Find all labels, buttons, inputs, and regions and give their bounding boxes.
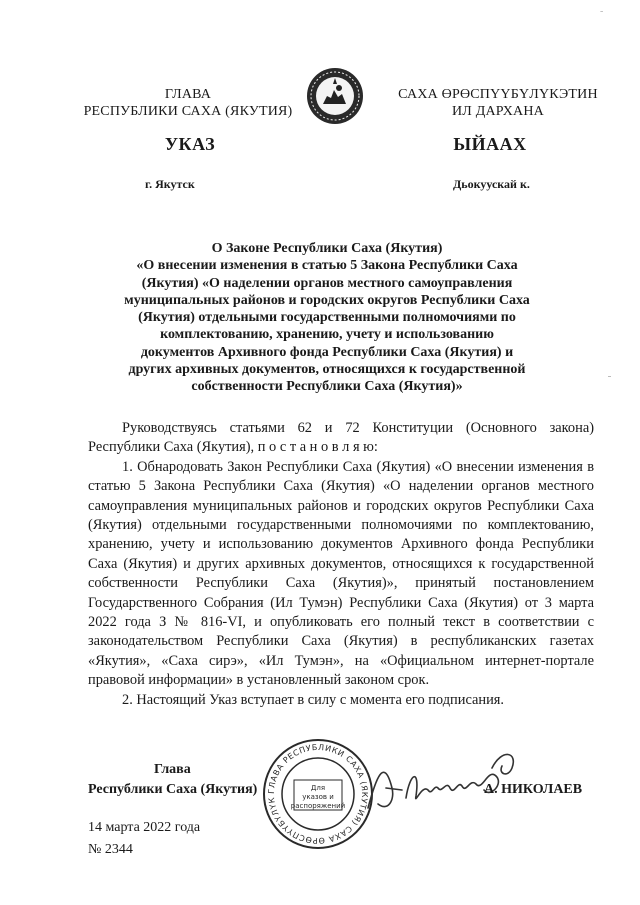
header-left-line2: РЕСПУБЛИКИ САХА (ЯКУТИЯ): [83, 104, 293, 119]
title-line: комплектованию, хранению, учету и использованию: [160, 327, 494, 343]
official-stamp: [262, 738, 374, 850]
signatory-title-line1: Глава: [154, 762, 191, 777]
coat-of-arms-emblem: [305, 66, 365, 126]
stamp-center-line3: распоряжений: [290, 802, 346, 810]
signatory-title-line2: Республики Саха (Якутия): [88, 782, 258, 797]
title-line: документов Архивного фонда Республики Саха (Якутия) и: [140, 344, 514, 360]
stamp-center-line2: указов и: [302, 793, 334, 801]
title-line: «О внесении изменения в статью 5 Закона Республики Саха: [136, 258, 518, 274]
city-ru: г. Якутск: [145, 177, 195, 191]
stamp-center-line1: Для: [310, 784, 326, 792]
decree-number: № 2344: [88, 842, 133, 857]
title-line: собственности Республики Саха (Якутия)»: [191, 379, 463, 395]
header-left-line1: ГЛАВА: [164, 87, 212, 102]
header-right-line1: САХА ӨРӨСПҮҮБҮЛҮКЭТИН: [398, 87, 598, 102]
title-line: других архивных документов, относящихся к государственной: [128, 362, 526, 378]
scan-mark: ‐: [600, 6, 604, 17]
signatory-title: [88, 760, 257, 800]
title-line: (Якутия) отдельными государственными полномочиями по: [138, 310, 516, 326]
city-sakha: Дьокуускай к.: [453, 177, 530, 191]
header-right-line2: ИЛ ДАРХАНА: [451, 104, 544, 119]
decree-body: [88, 419, 594, 710]
item-1-paragraph: 1. Обнародовать Закон Республики Саха (Якутия) «О внесении изменения в статью 5 Закона Республики Саха (Якутия) «О наделении органов местного самоуправления муниципальных районов и городских округов Республики Саха (Якутия) отдельными государственными полномочиями по комплектованию, хранению, учету и использованию документов Архивного фонда Республики Саха (Якутия) и других архивных документов, относящихся к государственной собственности Республики Саха (Якутия)», принятый постановлением Государственного Собрания (Ил Тумэн) Республики Саха (Якутия) от 3 марта 2022 года З № 816-VI, и опубликовать его полный текст в соответствии с законодательством Республики Саха (Якутия) в республиканских газетах «Якутия», «Саха сирэ», «Ил Тумэн», на «Официальном интернет-портале правовой информации» в установленный законом срок.: [88, 458, 594, 689]
title-line: О Законе Республики Саха (Якутия): [211, 241, 443, 256]
decree-date: 14 марта 2022 года: [88, 820, 201, 835]
scan-mark: [608, 376, 611, 377]
preamble-paragraph: Руководствуясь статьями 62 и 72 Конституции (Основного закона) Республики Саха (Якутия), п о с т а н о в л я ю:: [88, 420, 594, 456]
stamp-ring-text: ГЛАВА РЕСПУБЛИКИ САХА (ЯКУТИЯ) САХА ӨРӨСПҮҮБҮЛҮК: [266, 742, 370, 846]
decree-title: [90, 240, 564, 396]
item-2-paragraph: 2. Настоящий Указ вступает в силу с момента его подписания.: [122, 691, 505, 708]
signatory-name: А. НИКОЛАЕВ: [484, 782, 583, 797]
title-line: (Якутия) «О наделении органов местного самоуправления: [141, 275, 513, 291]
header-left: [70, 86, 306, 120]
doc-type-ru: УКАЗ: [164, 134, 216, 154]
title-line: муниципальных районов и городских округов Республики Саха: [124, 292, 530, 308]
header-right: [380, 86, 616, 120]
doc-type-sakha: ЫЙААХ: [453, 134, 527, 154]
